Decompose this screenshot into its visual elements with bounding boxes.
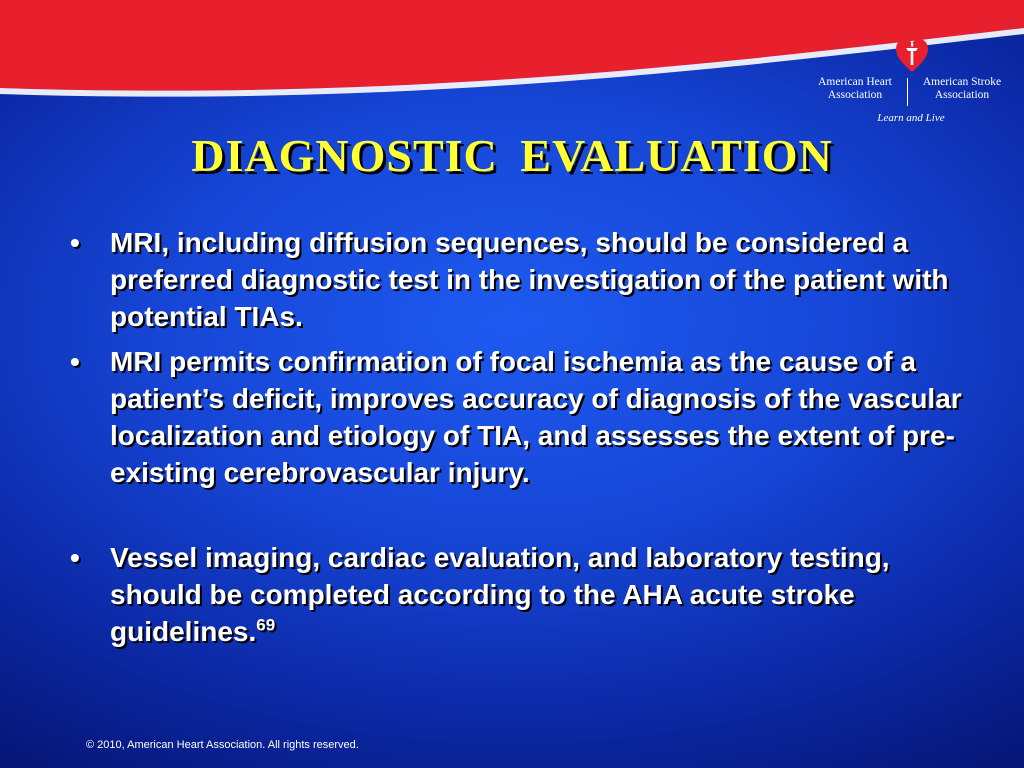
aha-logo <box>806 38 1016 126</box>
bullet-text: MRI permits confirmation of focal ischemia as the cause of a patient’s deficit, improves accuracy of diagnosis of the vascular localization and etiology of TIA, and assesses the extent of pre-existing cerebrovascular injury. <box>110 346 962 488</box>
heart-torch-icon <box>895 38 929 74</box>
bullet-text <box>110 542 890 647</box>
bullet-icon: • <box>70 542 80 573</box>
bullet-item <box>66 539 966 650</box>
logo-divider <box>907 78 908 106</box>
bullet-icon: • <box>70 227 80 258</box>
bullet-list <box>66 224 966 658</box>
bullet-text: MRI, including diffusion sequences, should be considered a preferred diagnostic test in the investigation of the patient with potential TIAs. <box>110 227 949 332</box>
bullet-item <box>66 343 966 491</box>
bullet-text-body: Vessel imaging, cardiac evaluation, and laboratory testing, should be completed according to the AHA acute stroke guidelines. <box>110 542 890 647</box>
citation-superscript: 69 <box>256 615 276 635</box>
slide-title: DIAGNOSTIC EVALUATION <box>191 130 833 181</box>
copyright-footer: © 2010, American Heart Association. All rights reserved. <box>86 739 359 751</box>
bullet-item <box>66 224 966 335</box>
org-name-stroke: American Stroke Association <box>922 76 1002 101</box>
bullet-icon: • <box>70 346 80 377</box>
org-name-heart: American Heart Association <box>818 76 892 101</box>
logo-tagline: Learn and Live <box>877 112 945 124</box>
